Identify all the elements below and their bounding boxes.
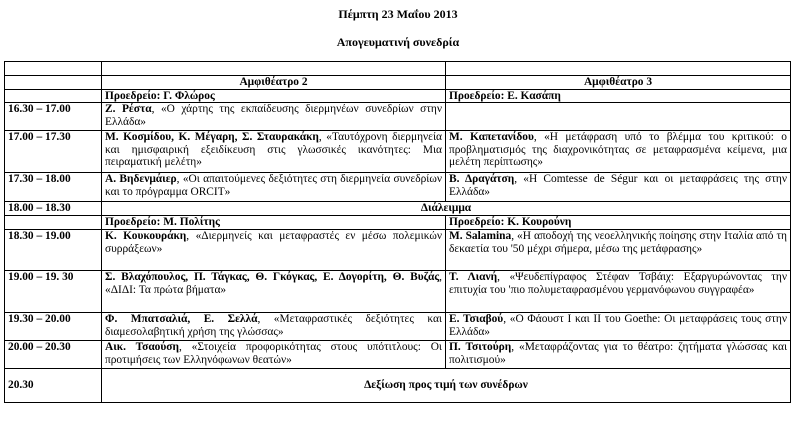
hall-right: Αμφιθέατρο 3 (446, 76, 791, 90)
talk-title: , «Διερμηνείς και μεταφραστές εν μέσω πολεμικών συρράξεων» (105, 230, 442, 255)
talk-authors: Α. Βηδενμάιερ (105, 173, 177, 186)
talk-authors: Μ. Κοσμίδου, Κ. Μέγαρη, Σ. Σταυρακάκη (105, 131, 319, 144)
chair-row (5, 89, 791, 103)
session-heading: Απογευματινή συνεδρία (336, 35, 460, 49)
talk-right (446, 230, 791, 271)
talk-title: , «Ταυτόχρονη διερμηνεία και ημισφαιρική εξειδίκευση στις γλωσσικές ικανότητες: Μια πειραματική μελέτη» (105, 131, 442, 169)
slot-time: 19.00 – 19. 30 (5, 271, 102, 313)
chair-time-cell (5, 216, 102, 230)
hall-left: Αμφιθέατρο 2 (102, 76, 446, 90)
talk-title: , «Μεταφράζοντας για το θέατρο: ζητήματα γλώσσας και πολιτισμού» (449, 341, 788, 366)
talk-left (102, 131, 446, 173)
talk-right (446, 103, 791, 131)
talk-authors: Αικ. Τσαούση (105, 341, 179, 354)
talk-right (446, 341, 791, 369)
talk-authors: Β. Δραγάτση (449, 173, 515, 186)
break-row (5, 202, 791, 216)
table-row (5, 173, 791, 202)
table-row (5, 271, 791, 313)
table-row (5, 103, 791, 131)
chair-row (5, 216, 791, 230)
table-row (5, 313, 791, 341)
break-label: Διάλειμμα (102, 202, 791, 216)
talk-authors: Κ. Κουκουράκη (105, 230, 187, 243)
chair-time-cell (5, 89, 102, 103)
hall-time-cell (5, 76, 102, 90)
slot-time: 17.30 – 18.00 (5, 173, 102, 202)
talk-title: , «Ψευδεπίγραφος Στέφαν Τσβάιχ: Εξαργυρώνοντας την επιτυχία του 'πιο πολυμεταφρασμένου γερμανόφωνου συγγραφέα» (449, 271, 787, 296)
talk-title: , «Η αποδοχή της νεοελληνικής ποίησης στην Ιταλία από τη δεκαετία του '50 μέχρι σήμερα, μέσω της μετάφρασης» (449, 230, 787, 255)
closing-label: Δεξίωση προς τιμή των συνέδρων (102, 369, 791, 403)
schedule-table (4, 61, 791, 403)
closing-row (5, 369, 791, 403)
chair-left: Προεδρείο: Μ. Πολίτης (102, 216, 446, 230)
talk-left (102, 230, 446, 271)
closing-time: 20.30 (5, 369, 102, 403)
talk-authors: Ε. Τσιαβού (449, 313, 504, 326)
table-row (5, 131, 791, 173)
chair-right: Προεδρείο: Ε. Κασάπη (446, 89, 791, 103)
talk-right (446, 313, 791, 341)
talk-title: , «Ο χάρτης της εκπαίδευσης διερμηνέων συνεδρίων στην Ελλάδα» (105, 103, 442, 128)
chair-right: Προεδρείο: Κ. Κουρούνη (446, 216, 791, 230)
talk-authors: Ζ. Ρέστα (105, 103, 152, 116)
talk-authors: Π. Τσιτούρη (449, 341, 512, 354)
talk-title: , «Οι απαιτούμενες δεξιότητες στη διερμηνεία συνεδρίων και το πρόγραμμα ORCIT» (105, 173, 442, 198)
spacer-cell (102, 62, 446, 76)
talk-right (446, 173, 791, 202)
spacer-cell (446, 62, 791, 76)
slot-time: 16.30 – 17.00 (5, 103, 102, 131)
slot-time: 17.00 – 17.30 (5, 131, 102, 173)
talk-title: , «Ο Φάουστ Ι και ΙΙ του Goethe: Οι μεταφράσεις τους στην Ελλάδα» (449, 313, 787, 338)
talk-title: , «Μεταφραστικές δεξιότητες και διαμεσολαβητική χρήση της γλώσσας» (105, 313, 442, 338)
slot-time: 18.30 – 19.00 (5, 230, 102, 271)
talk-title: , «Στοιχεία προφορικότητας στους υπότιτλους: Οι προτιμήσεις των Ελληνόφωνων θεατών» (105, 341, 442, 366)
talk-authors: Σ. Βλαχόπουλος, Π. Τάγκας, Θ. Γκόγκας, Ε. Δογορίτη, Θ. Βυζάς (105, 271, 440, 284)
talk-left (102, 313, 446, 341)
talk-left (102, 173, 446, 202)
spacer-row (5, 62, 791, 76)
hall-row (5, 76, 791, 90)
date-heading: Πέμπτη 23 Μαΐου 2013 (338, 7, 458, 21)
talk-left (102, 271, 446, 313)
talk-authors: Τ. Λιανή (449, 271, 498, 284)
talk-authors: Μ. Salamina (449, 230, 512, 243)
table-row (5, 230, 791, 271)
talk-left (102, 341, 446, 369)
talk-right (446, 131, 791, 173)
talk-authors: Φ. Μπατσαλιά, Ε. Σελλά (105, 313, 258, 326)
chair-left: Προεδρείο: Γ. Φλώρος (102, 89, 446, 103)
talk-title: , «Η μετάφραση υπό το βλέμμα του κριτικού: ο προβληματισμός της διαχρονικότητας σε μεταφρασμένα κείμενα, μια μελέτη περίπτωσης» (449, 131, 787, 169)
spacer-cell (5, 62, 102, 76)
talk-title: , «ΔΙΔΙ: Τα πρώτα βήματα» (105, 271, 442, 296)
table-row (5, 341, 791, 369)
slot-time: 19.30 – 20.00 (5, 313, 102, 341)
break-time: 18.00 – 18.30 (5, 202, 102, 216)
slot-time: 20.00 – 20.30 (5, 341, 102, 369)
talk-right (446, 271, 791, 313)
talk-left (102, 103, 446, 131)
talk-title: , «H Comtesse de Ségur και οι μεταφράσεις της στην Ελλάδα» (449, 173, 788, 198)
talk-authors: Μ. Καπετανίδου (449, 131, 534, 144)
